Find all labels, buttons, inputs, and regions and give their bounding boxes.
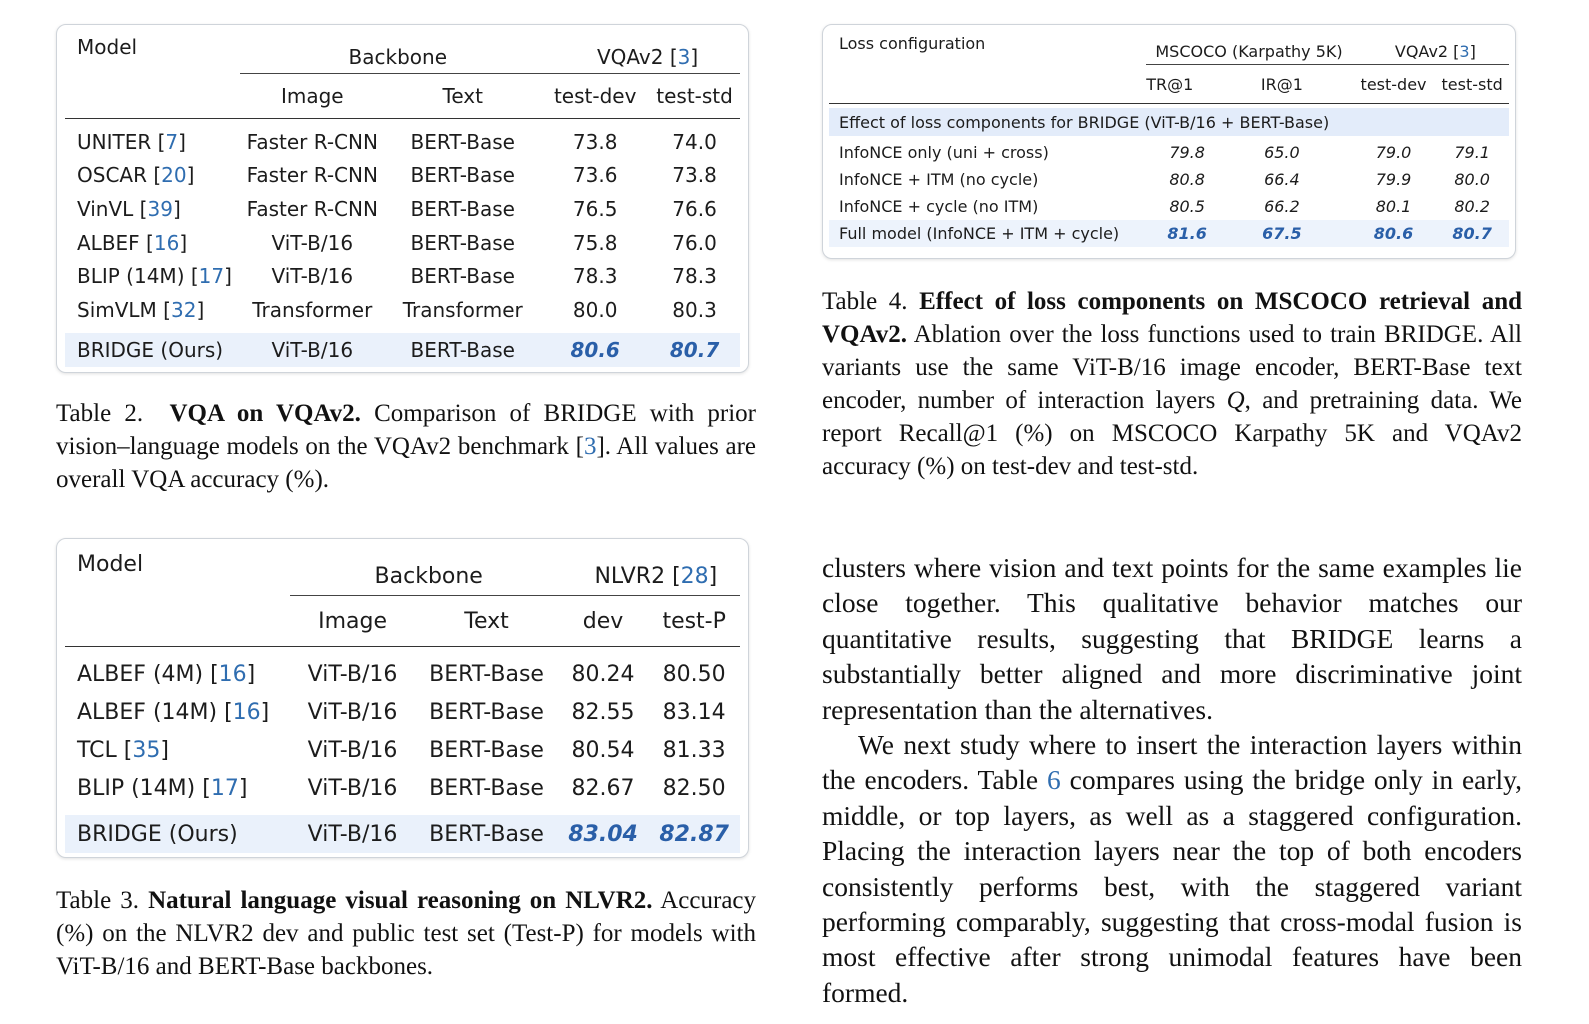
header-backbone: Backbone <box>290 539 558 596</box>
section-header: Effect of loss components for BRIDGE (ViT-B/16 + BERT-Base) <box>829 108 1509 136</box>
body-paragraph-2: We next study where to insert the interaction layers within the encoders. Table 6 compares using the bridge only in early, middle, or top layers, as well as a staggered configuration. Placing the interaction layers near the top of both encoders consistently performs best, with the staggered variant performing comparably, suggesting that cross-modal fusion is most effective after strong unimodal features have been formed. <box>822 729 1522 1008</box>
header-text: Text <box>415 596 557 647</box>
header-image: Image <box>240 74 384 119</box>
ref-link[interactable]: 7 <box>165 129 179 154</box>
ref-link[interactable]: 17 <box>198 264 225 289</box>
ref-link[interactable]: 16 <box>232 699 261 725</box>
header-tr1: TR@1 <box>1146 65 1242 104</box>
header-ir1: IR@1 <box>1242 65 1352 104</box>
table-4-loss-ablation <box>822 24 1516 259</box>
table-row: UNITER [7] Faster R-CNN BERT-Base 73.8 74.0 <box>77 129 717 154</box>
ref-link[interactable]: 6 <box>1047 764 1061 796</box>
left-column <box>56 24 756 983</box>
right-column <box>822 24 1522 1010</box>
table-row: BLIP (14M) [17] ViT-B/16 BERT-Base 78.3 78.3 <box>77 264 717 289</box>
table-2-vqa <box>56 24 749 373</box>
header-model: Model <box>77 551 144 577</box>
table-row: TCL [35] ViT-B/16 BERT-Base 80.54 81.33 <box>77 737 726 763</box>
table-row: InfoNCE + ITM (no cycle) 80.8 66.4 79.9 80.0 <box>839 170 1490 189</box>
header-image: Image <box>290 596 416 647</box>
table-row: ALBEF (4M) [16] ViT-B/16 BERT-Base 80.24 80.50 <box>77 661 726 687</box>
table-row: ALBEF [16] ViT-B/16 BERT-Base 75.8 76.0 <box>77 230 717 255</box>
table-row: SimVLM [32] Transformer Transformer 80.0 80.3 <box>77 297 717 322</box>
table-row: ALBEF (14M) [16] ViT-B/16 BERT-Base 82.55 83.14 <box>77 699 726 725</box>
header-loss-config: Loss configuration <box>839 33 986 53</box>
header-dev: dev <box>558 596 649 647</box>
table-row-ours: BRIDGE (Ours) ViT-B/16 BERT-Base 83.04 82.87 <box>65 815 740 853</box>
ref-link[interactable]: 17 <box>210 775 239 801</box>
ref-link[interactable]: 32 <box>171 297 197 322</box>
body-paragraph-1: clusters where vision and text points for the same examples lie close together. This qualitative behavior matches our quantitative results, suggesting that BRIDGE learns a substantially better aligned and more discriminative joint representation than the alternatives. <box>822 552 1522 725</box>
table-3-nlvr2 <box>56 538 749 858</box>
ref-link[interactable]: 28 <box>680 564 709 589</box>
header-vqav2: VQAv2 [3] <box>1352 25 1509 65</box>
header-test-std: test-std <box>1435 65 1509 104</box>
header-text: Text <box>384 74 541 119</box>
ref-link[interactable]: 3 <box>1459 42 1470 61</box>
ref-link[interactable]: 16 <box>153 230 180 255</box>
table-row: OSCAR [20] Faster R-CNN BERT-Base 73.6 73.8 <box>77 163 717 188</box>
header-nlvr2: NLVR2 [28] <box>558 539 740 596</box>
ref-link[interactable]: 35 <box>132 737 161 763</box>
table-row: InfoNCE only (uni + cross) 79.8 65.0 79.0 79.1 <box>839 143 1490 162</box>
header-test-std: test-std <box>649 74 740 119</box>
ref-link[interactable]: 3 <box>677 45 691 69</box>
header-test-dev: test-dev <box>541 74 649 119</box>
table-row-ours: BRIDGE (Ours) ViT-B/16 BERT-Base 80.6 80.7 <box>65 333 740 367</box>
table-row: BLIP (14M) [17] ViT-B/16 BERT-Base 82.67 82.50 <box>77 775 726 801</box>
header-model: Model <box>77 35 138 60</box>
header-mscoco: MSCOCO (Karpathy 5K) <box>1146 25 1352 65</box>
table-row: VinVL [39] Faster R-CNN BERT-Base 76.5 76.6 <box>77 196 717 221</box>
header-backbone: Backbone <box>240 25 541 74</box>
header-vqav2: VQAv2 [3] <box>541 25 740 74</box>
header-test-p: test-P <box>648 596 740 647</box>
ref-link[interactable]: 20 <box>161 163 187 188</box>
table-row: InfoNCE + cycle (no ITM) 80.5 66.2 80.1 80.2 <box>839 197 1490 216</box>
ref-link[interactable]: 16 <box>218 661 247 687</box>
table-4-caption: Table 4. Effect of loss components on MSCOCO retrieval and VQAv2. Ablation over the loss functions used to train BRIDGE. All variants use the same ViT-B/16 image encoder, BERT-Base text encoder, number of interaction layers Q, and pretraining data. We report Recall@1 (%) on MSCOCO Karpathy 5K and VQAv2 accuracy (%) on test-dev and test-std. <box>822 288 1523 480</box>
table-2-caption: Table 2. VQA on VQAv2. Comparison of BRIDGE with prior vision–language models on the VQAv2 benchmark [3]. All values are overall VQA accuracy (%). <box>56 400 757 493</box>
ref-link[interactable]: 3 <box>583 433 597 460</box>
table-row-full-model: Full model (InfoNCE + ITM + cycle) 81.6 67.5 80.6 80.7 <box>829 220 1509 247</box>
ref-link[interactable]: 39 <box>147 196 173 221</box>
header-test-dev: test-dev <box>1352 65 1436 104</box>
table-3-caption: Table 3. Natural language visual reasoning on NLVR2. Accuracy (%) on the NLVR2 dev and public test set (Test-P) for models with ViT-B/16 and BERT-Base backbones. <box>56 887 757 980</box>
